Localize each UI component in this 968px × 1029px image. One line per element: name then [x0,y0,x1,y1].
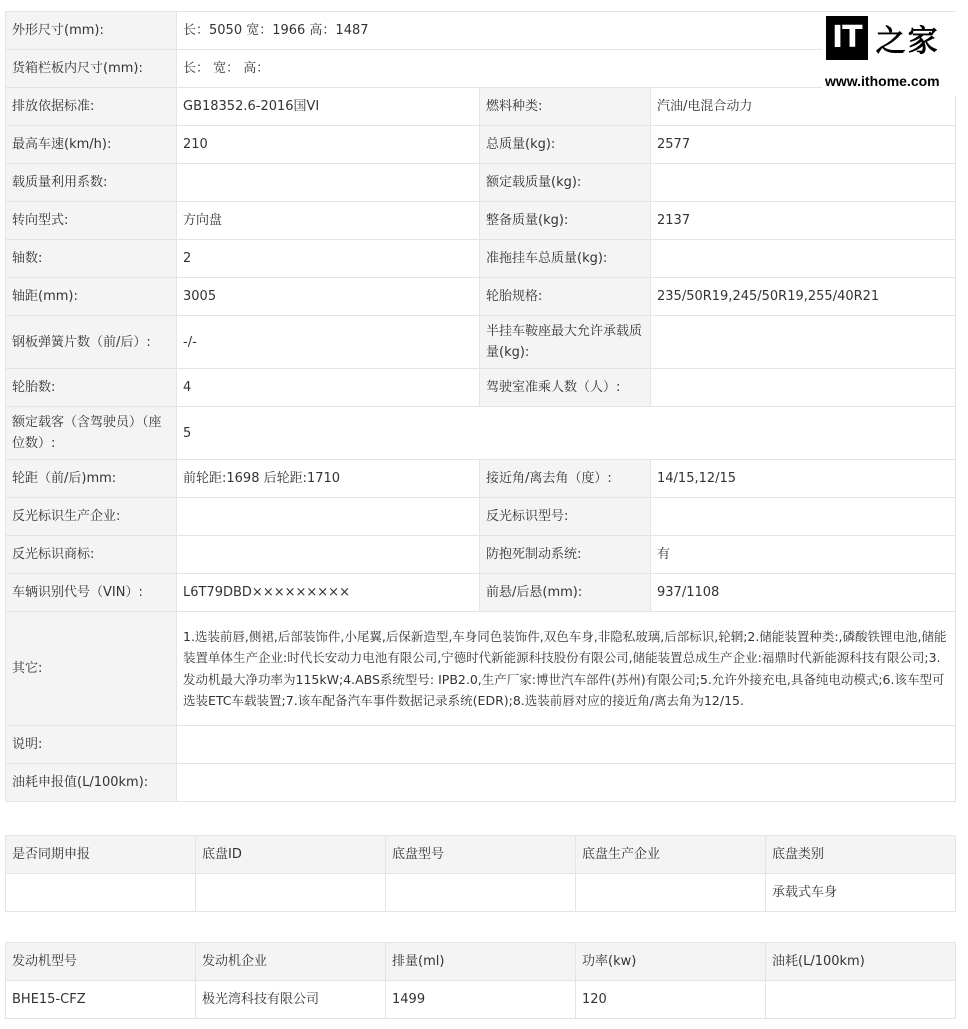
spec-row-vin [6,574,956,612]
label-steering: 转向型式: [6,202,177,240]
engine-value-power: 120 [576,981,766,1019]
chassis-value-type: 承载式车身 [766,874,956,912]
value-reflector-maker [177,498,480,536]
ithome-logo-cn: 之家 [875,24,940,59]
spec-row-notes [6,726,956,764]
ithome-watermark [822,12,962,96]
label-rated-seats: 额定载客（含驾驶员）（座位数）: [6,407,177,460]
engine-value-model: BHE15-CFZ [6,981,196,1019]
value-rated-seats: 5 [177,407,956,460]
chassis-header-id: 底盘ID [196,836,386,874]
value-overhang: 937/1108 [651,574,956,612]
chassis-value-id [196,874,386,912]
value-cab-capacity [651,369,956,407]
value-max-speed: 210 [177,126,480,164]
label-dimensions: 外形尺寸(mm): [6,12,177,50]
spec-row-axles [6,240,956,278]
engine-header-fuel: 油耗(L/100km) [766,943,956,981]
chassis-header-same-period: 是否同期申报 [6,836,196,874]
label-other: 其它: [6,612,177,726]
label-tire-spec: 轮胎规格: [480,278,651,316]
spec-row-wheelbase [6,278,956,316]
spec-row-tires [6,369,956,407]
label-vin: 车辆识别代号（VIN）: [6,574,177,612]
label-leaf-spring: 钢板弹簧片数（前/后）: [6,316,177,369]
engine-value-row [6,981,956,1019]
ithome-logo [826,16,940,60]
value-tire-spec: 235/50R19,245/50R19,255/40R21 [651,278,956,316]
label-axle-count: 轴数: [6,240,177,278]
value-wheelbase: 3005 [177,278,480,316]
spec-row-other [6,612,956,726]
label-cab-capacity: 驾驶室准乘人数（人）: [480,369,651,407]
chassis-value-model [386,874,576,912]
value-total-mass: 2577 [651,126,956,164]
value-approach-angle: 14/15,12/15 [651,460,956,498]
label-notes: 说明: [6,726,177,764]
chassis-value-same-period [6,874,196,912]
chassis-table [5,835,956,912]
value-emission-standard: GB18352.6-2016国VI [177,88,480,126]
ithome-url: www.ithome.com [825,73,940,89]
label-reflector-maker: 反光标识生产企业: [6,498,177,536]
spec-row-track [6,460,956,498]
chassis-header-maker: 底盘生产企业 [576,836,766,874]
label-track: 轮距（前/后)mm: [6,460,177,498]
engine-value-fuel [766,981,956,1019]
spec-row-seats [6,407,956,460]
label-fuel-type: 燃料种类: [480,88,651,126]
spec-row-fuel-consumption [6,764,956,802]
value-track: 前轮距:1698 后轮距:1710 [177,460,480,498]
value-rated-load [651,164,956,202]
label-saddle-load: 半挂车鞍座最大允许承载质量(kg): [480,316,651,369]
label-approach-angle: 接近角/离去角（度）: [480,460,651,498]
label-load-factor: 载质量利用系数: [6,164,177,202]
value-saddle-load [651,316,956,369]
engine-header-maker: 发动机企业 [196,943,386,981]
chassis-value-maker [576,874,766,912]
engine-table [5,942,956,1019]
label-reflector-brand: 反光标识商标: [6,536,177,574]
chassis-header-type: 底盘类别 [766,836,956,874]
label-fuel-consumption: 油耗申报值(L/100km): [6,764,177,802]
label-emission-standard: 排放依据标准: [6,88,177,126]
chassis-value-row [6,874,956,912]
label-total-mass: 总质量(kg): [480,126,651,164]
label-tire-count: 轮胎数: [6,369,177,407]
label-trailer-mass: 准拖挂车总质量(kg): [480,240,651,278]
value-cargo-box: 长： 宽： 高： [177,50,956,88]
value-abs: 有 [651,536,956,574]
spec-row-spring [6,316,956,369]
label-abs: 防抱死制动系统: [480,536,651,574]
engine-value-maker: 极光湾科技有限公司 [196,981,386,1019]
label-wheelbase: 轴距(mm): [6,278,177,316]
spec-row-abs [6,536,956,574]
value-vin: L6T79DBD××××××××× [177,574,480,612]
value-trailer-mass [651,240,956,278]
value-load-factor [177,164,480,202]
label-cargo-box: 货箱栏板内尺寸(mm): [6,50,177,88]
label-curb-mass: 整备质量(kg): [480,202,651,240]
chassis-header-model: 底盘型号 [386,836,576,874]
engine-value-displacement: 1499 [386,981,576,1019]
engine-header-model: 发动机型号 [6,943,196,981]
spec-row-load [6,164,956,202]
spec-row-steering [6,202,956,240]
value-axle-count: 2 [177,240,480,278]
label-reflector-model: 反光标识型号: [480,498,651,536]
value-fuel-consumption [177,764,956,802]
vehicle-spec-table [5,11,956,802]
spec-row-dimensions [6,12,956,50]
spec-row-cargo-box [6,50,956,88]
value-fuel-type: 汽油/电混合动力 [651,88,956,126]
value-dimensions: 长：5050 宽：1966 高：1487 [177,12,956,50]
label-overhang: 前悬/后悬(mm): [480,574,651,612]
engine-header-displacement: 排量(ml) [386,943,576,981]
value-leaf-spring: -/- [177,316,480,369]
engine-header-power: 功率(kw) [576,943,766,981]
value-steering: 方向盘 [177,202,480,240]
chassis-header-row [6,836,956,874]
value-reflector-brand [177,536,480,574]
engine-header-row [6,943,956,981]
value-other: 1.选装前唇,侧裙,后部装饰件,小尾翼,后保新造型,车身同色装饰件,双色车身,非隐私玻璃,后部标识,轮辋;2.储能装置种类:,磷酸铁锂电池,储能装置单体生产企业:时代长安动力电池有限公司,宁德时代新能源科技股份有限公司,储能装置总成生产企业:福鼎时代新能源科技有限公司;3.发动机最大净功率为115kW;4.ABS系统型号: IPB2.0,生产厂家:博世汽车部件(苏州)有限公司;5.允许外接充电,具备纯电动模式;6.该车型可选装ETC车载装置;7.该车配备汽车事件数据记录系统(EDR);8.选装前唇对应的接近角/离去角为12/15. [177,612,956,726]
value-notes [177,726,956,764]
label-rated-load: 额定载质量(kg): [480,164,651,202]
spec-row-speed [6,126,956,164]
ithome-logo-it: IT [826,16,868,60]
value-curb-mass: 2137 [651,202,956,240]
spec-row-emission [6,88,956,126]
label-max-speed: 最高车速(km/h): [6,126,177,164]
value-tire-count: 4 [177,369,480,407]
value-reflector-model [651,498,956,536]
spec-row-reflector [6,498,956,536]
